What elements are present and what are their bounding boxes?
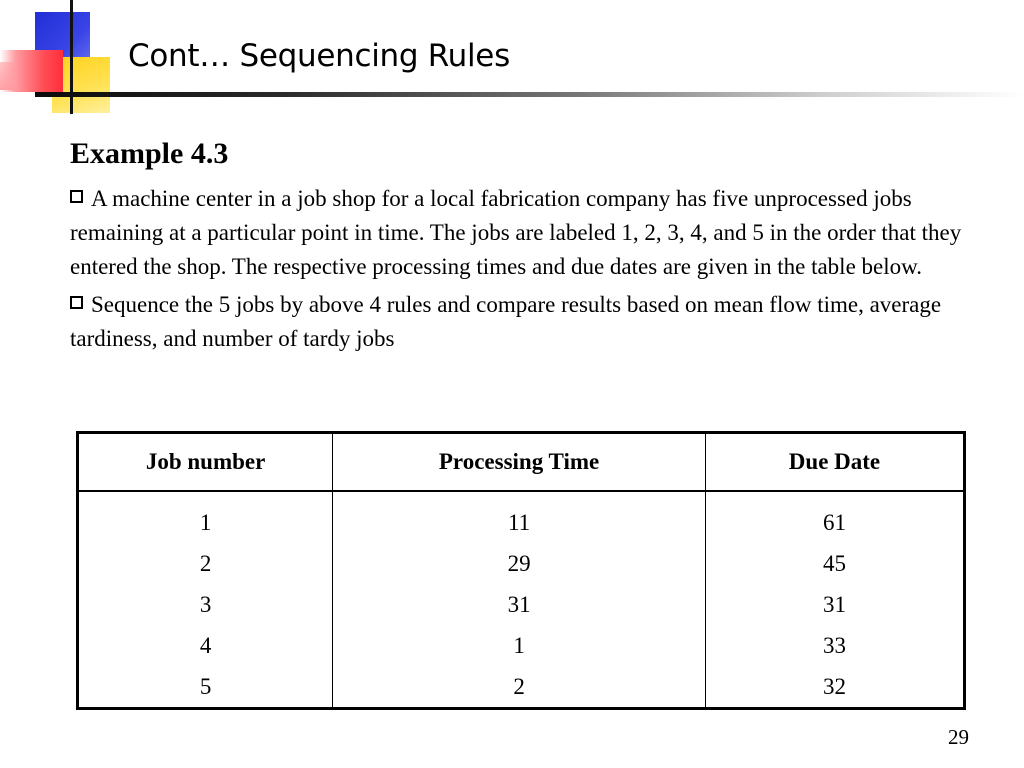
table-cell: 31 bbox=[822, 592, 846, 617]
table-header-row bbox=[78, 433, 965, 492]
table-cell: 1 bbox=[199, 510, 212, 535]
table-cell: 1 bbox=[513, 633, 525, 658]
table-row bbox=[78, 491, 965, 709]
bullet-paragraph-2 bbox=[70, 288, 970, 356]
table-cell: 31 bbox=[507, 592, 531, 617]
decor-red-square bbox=[0, 50, 63, 92]
decor-horizontal-rule bbox=[35, 92, 1024, 97]
table-cell: 33 bbox=[822, 633, 846, 658]
table-cell: 4 bbox=[199, 633, 212, 658]
slide-content bbox=[70, 134, 970, 360]
table-cell: 11 bbox=[507, 510, 531, 535]
bullet-paragraph-1 bbox=[70, 182, 970, 284]
due-date-column bbox=[705, 491, 964, 709]
table-cell: 29 bbox=[507, 551, 531, 576]
processing-time-column bbox=[333, 491, 706, 709]
header-due-date: Due Date bbox=[705, 433, 964, 492]
bullet-text-2: Sequence the 5 jobs by above 4 rules and compare results based on mean flow time, average tardiness, and number of tardy jobs bbox=[70, 292, 942, 351]
square-bullet-icon bbox=[70, 190, 83, 203]
bullet-text-1: A machine center in a job shop for a local fabrication company has five unprocessed jobs remaining at a particular point in time. The jobs are labeled 1, 2, 3, 4, and 5 in the order that they entered the shop. The respective processing times and due dates are given in the table below. bbox=[70, 186, 962, 279]
table-cell: 5 bbox=[199, 674, 212, 699]
table-cell: 61 bbox=[822, 510, 846, 535]
jobs-table bbox=[76, 431, 966, 710]
table-cell: 45 bbox=[822, 551, 846, 576]
example-heading: Example 4.3 bbox=[70, 137, 229, 170]
slide-title: Cont… Sequencing Rules bbox=[128, 38, 510, 74]
header-processing-time: Processing Time bbox=[333, 433, 706, 492]
page-number: 29 bbox=[948, 725, 969, 749]
table-cell: 3 bbox=[199, 592, 212, 617]
table-cell: 2 bbox=[513, 674, 525, 699]
square-bullet-icon bbox=[70, 296, 83, 309]
table-cell: 2 bbox=[199, 551, 212, 576]
table-cell: 32 bbox=[822, 674, 846, 699]
job-number-column bbox=[78, 491, 333, 709]
header-job-number: Job number bbox=[78, 433, 333, 492]
